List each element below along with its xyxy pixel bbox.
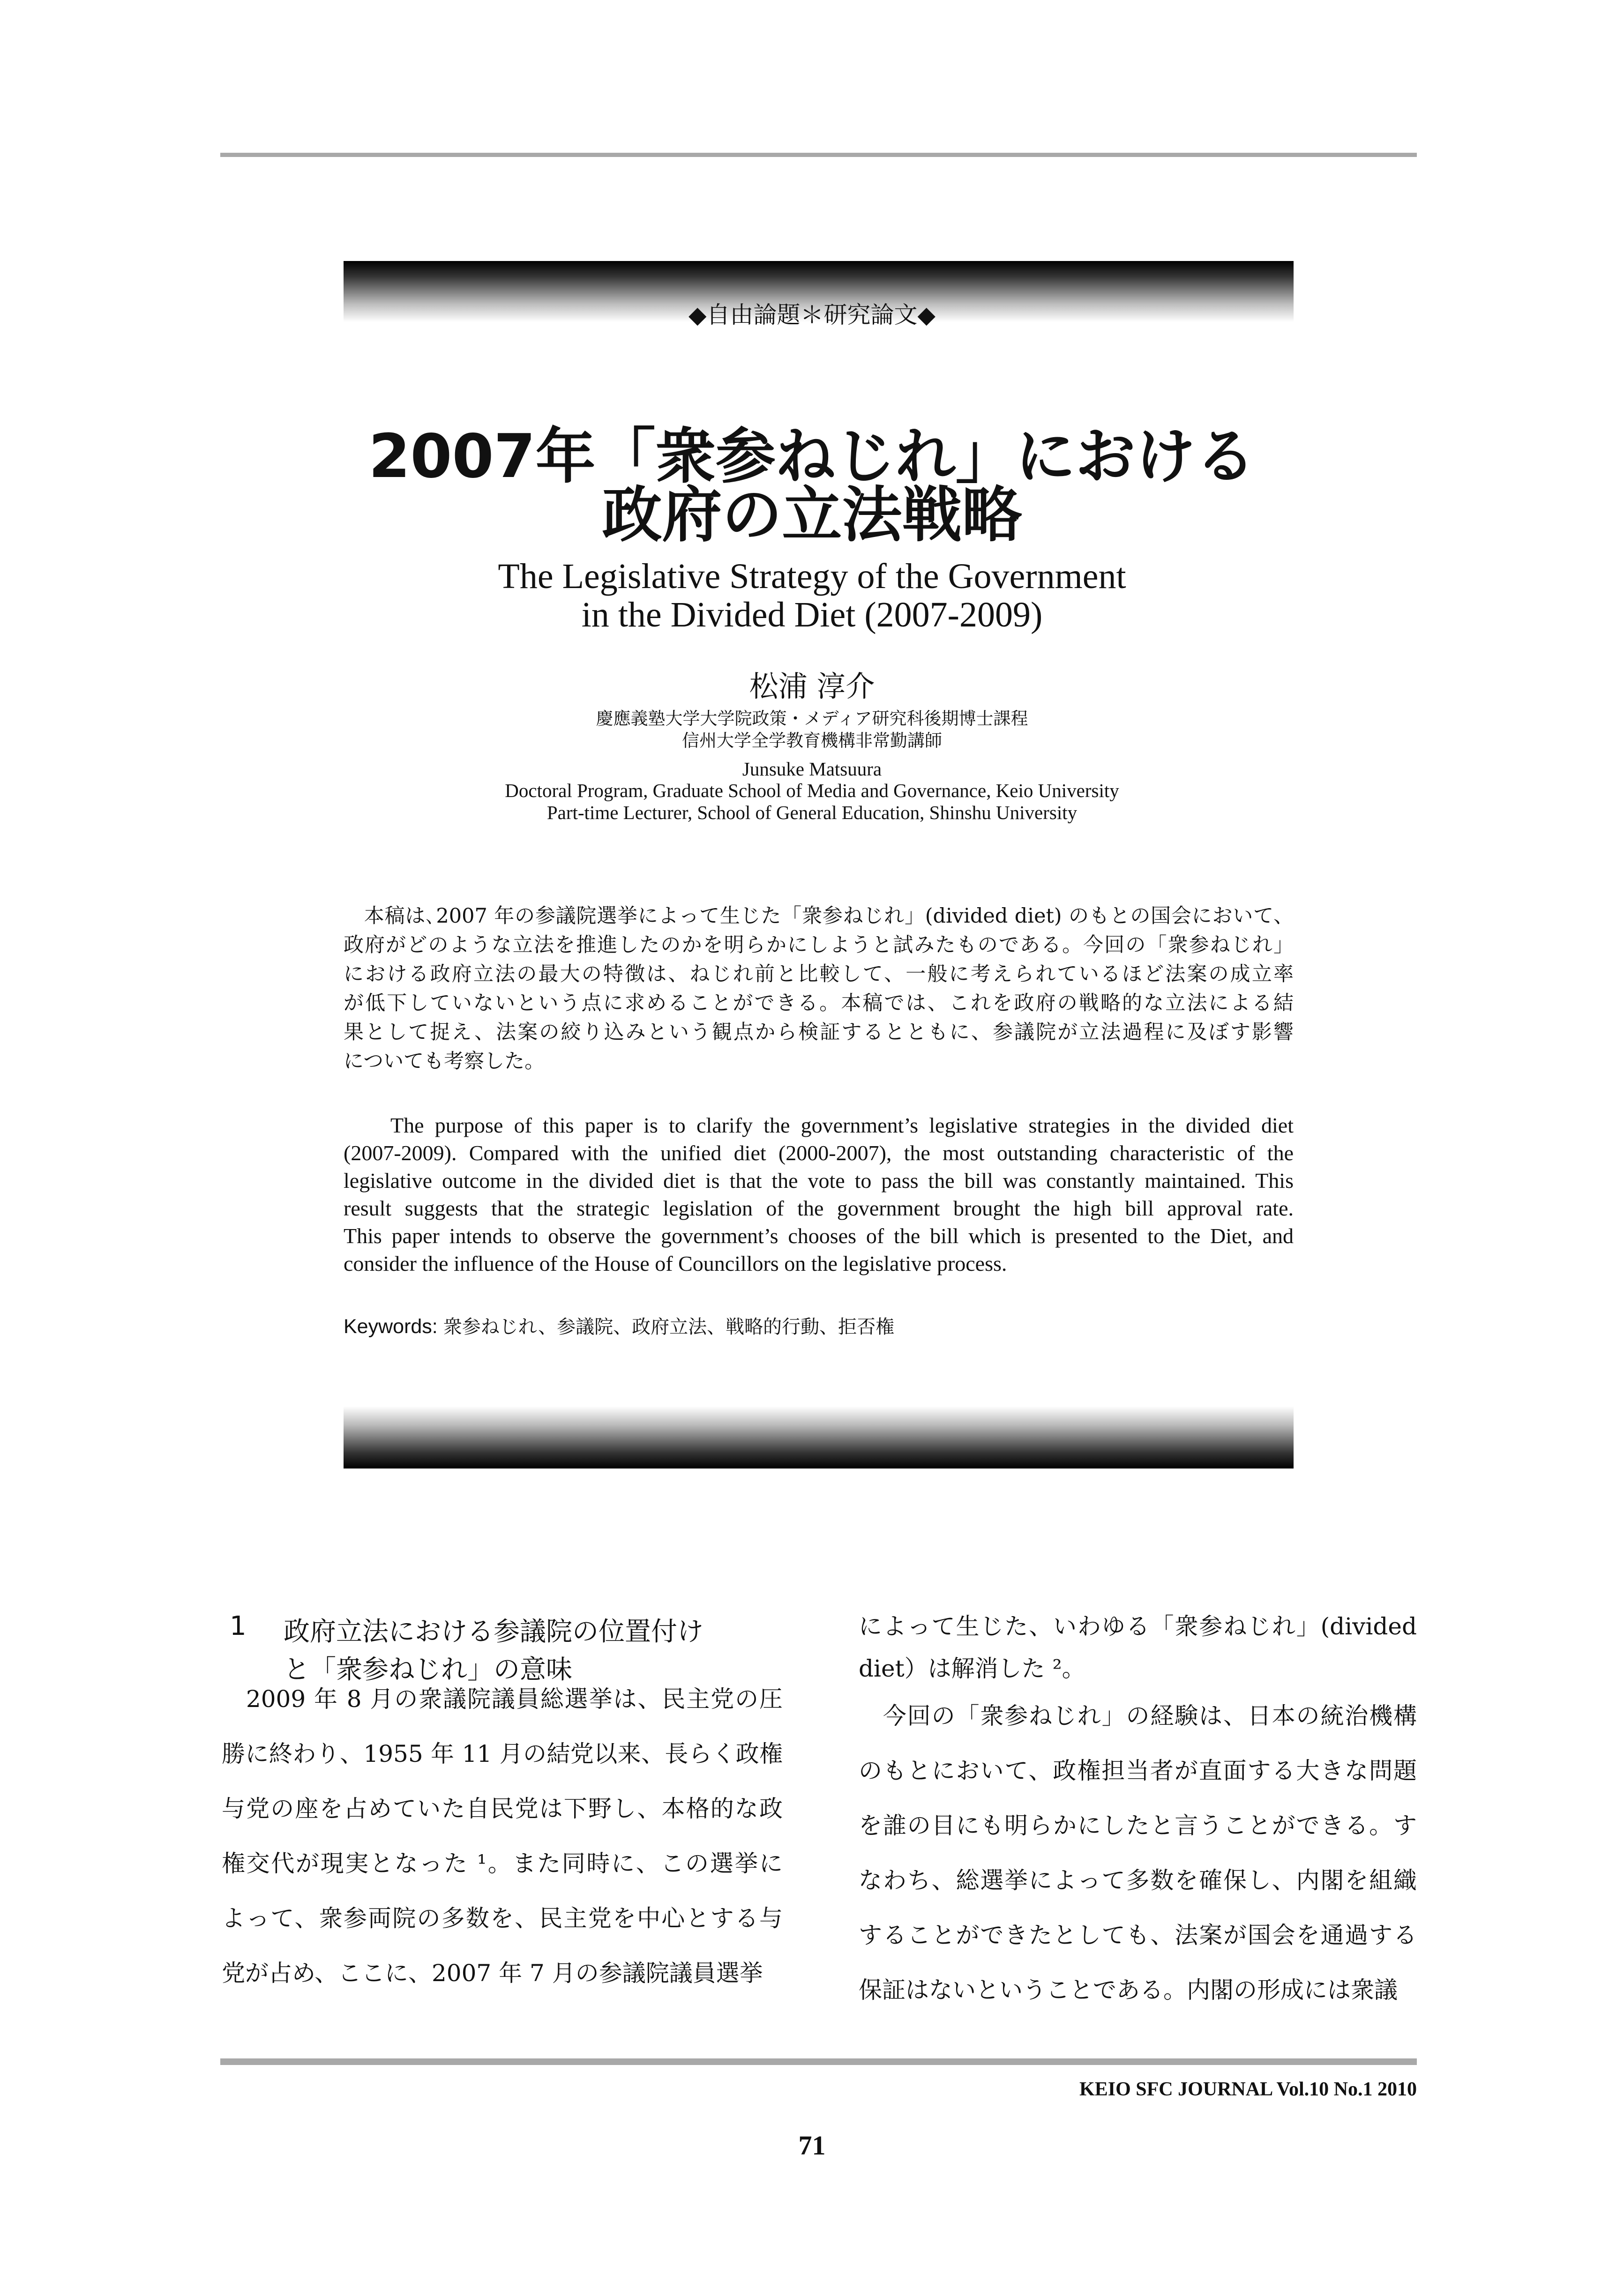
text-line: 2009 年 8 月の衆議院議員総選挙は、民主党の圧: [222, 1685, 783, 1713]
text-line: 保証はないということである。内閣の形成には衆議: [859, 1976, 1398, 2004]
author-name-ja: 松浦 淳介: [749, 669, 875, 703]
text-line: 勝に終わり、1955 年 11 月の結党以来、長らく政権: [222, 1740, 783, 1767]
section-heading-line2: と「衆参ねじれ」の意味: [284, 1655, 572, 1685]
article-category: ◆自由論題＊研究論文◆: [689, 301, 935, 328]
keywords-value: 衆参ねじれ、参議院、政府立法、戦略的行動、拒否権: [443, 1316, 895, 1338]
title-en-line1: The Legislative Strategy of the Government: [498, 557, 1126, 596]
top-rule: [220, 153, 1417, 157]
text-line: についても考察した。: [344, 1050, 545, 1073]
title-ja-line1: 2007年「衆参ねじれ」における: [368, 422, 1256, 492]
author-name-en: Junsuke Matsuura: [742, 758, 882, 780]
text-line: consider the influence of the House of Councillors on the legislative process.: [344, 1252, 1007, 1275]
text-line: における政府立法の最大の特徴は、ねじれ前と比較して、一般に考えられているほど法案の成立率: [344, 962, 1294, 986]
text-line: 本稿は､2007 年の参議院選挙によって生じた「衆参ねじれ」(divided diet) のもとの国会において、: [344, 904, 1294, 928]
text-line: diet）は解消した ²。: [859, 1655, 1085, 1682]
text-line: 権交代が現実となった ¹。また同時に、この選挙に: [222, 1850, 783, 1877]
text-line: よって、衆参両院の多数を、民主党を中心とする与: [222, 1905, 783, 1932]
keywords: [344, 1312, 894, 1339]
page-number: 71: [798, 2130, 826, 2161]
text-line: 政府がどのような立法を推進したのかを明らかにしようと試みたものである。今回の「衆参ねじれ」: [344, 933, 1294, 957]
keywords-label: Keywords:: [344, 1315, 443, 1338]
author-affiliation-ja-1: 慶應義塾大学大学院政策・メディア研究科後期博士課程: [596, 708, 1028, 729]
text-line: なわち、総選挙によって多数を確保し、内閣を組織: [859, 1867, 1417, 1894]
title-ja-line2: 政府の立法戦略: [602, 480, 1022, 550]
text-line: The purpose of this paper is to clarify the government’s legislative strategies in the divided diet: [390, 1113, 1294, 1137]
bottom-gradient-band: [344, 1406, 1294, 1469]
bottom-rule: [220, 2058, 1417, 2065]
text-line: legislative outcome in the divided diet is that the vote to pass the bill was constantly maintained. This: [344, 1169, 1294, 1193]
text-line: This paper intends to observe the government’s chooses of the bill which is presented to the Diet, and: [344, 1224, 1294, 1248]
text-line: のもとにおいて、政権担当者が直面する大きな問題: [859, 1757, 1417, 1784]
text-line: によって生じた、いわゆる「衆参ねじれ」(divided: [859, 1613, 1417, 1640]
title-en-line2: in the Divided Diet (2007-2009): [581, 595, 1043, 634]
author-affiliation-en-2: Part-time Lecturer, School of General Education, Shinshu University: [546, 802, 1078, 823]
section-heading-line1: 政府立法における参議院の位置付け: [284, 1617, 703, 1647]
text-line: result suggests that the strategic legislation of the government brought the high bill approval rate.: [344, 1196, 1294, 1220]
journal-citation: KEIO SFC JOURNAL Vol.10 No.1 2010: [1079, 2079, 1417, 2100]
text-line: することができたとしても、法案が国会を通過する: [859, 1922, 1417, 1949]
text-line: 果として捉え、法案の絞り込みという観点から検証するとともに、参議院が立法過程に及ぼす影響: [344, 1021, 1294, 1044]
section-number: 1: [230, 1611, 247, 1641]
text-line: 党が占め、ここに、2007 年 7 月の参議院議員選挙: [222, 1960, 763, 1987]
text-line: 今回の「衆参ねじれ」の経験は、日本の統治機構: [859, 1702, 1417, 1729]
text-line: を誰の目にも明らかにしたと言うことができる。す: [859, 1812, 1417, 1839]
text-line: が低下していないという点に求めることができる。本稿では、これを政府の戦略的な立法による結: [344, 991, 1294, 1015]
text-line: 与党の座を占めていた自民党は下野し、本格的な政: [222, 1795, 783, 1822]
author-affiliation-ja-2: 信州大学全学教育機構非常勤講師: [682, 731, 942, 751]
author-affiliation-en-1: Doctoral Program, Graduate School of Media and Governance, Keio University: [505, 780, 1119, 801]
text-line: (2007-2009). Compared with the unified diet (2000-2007), the most outstanding characteristic of the: [344, 1141, 1294, 1165]
